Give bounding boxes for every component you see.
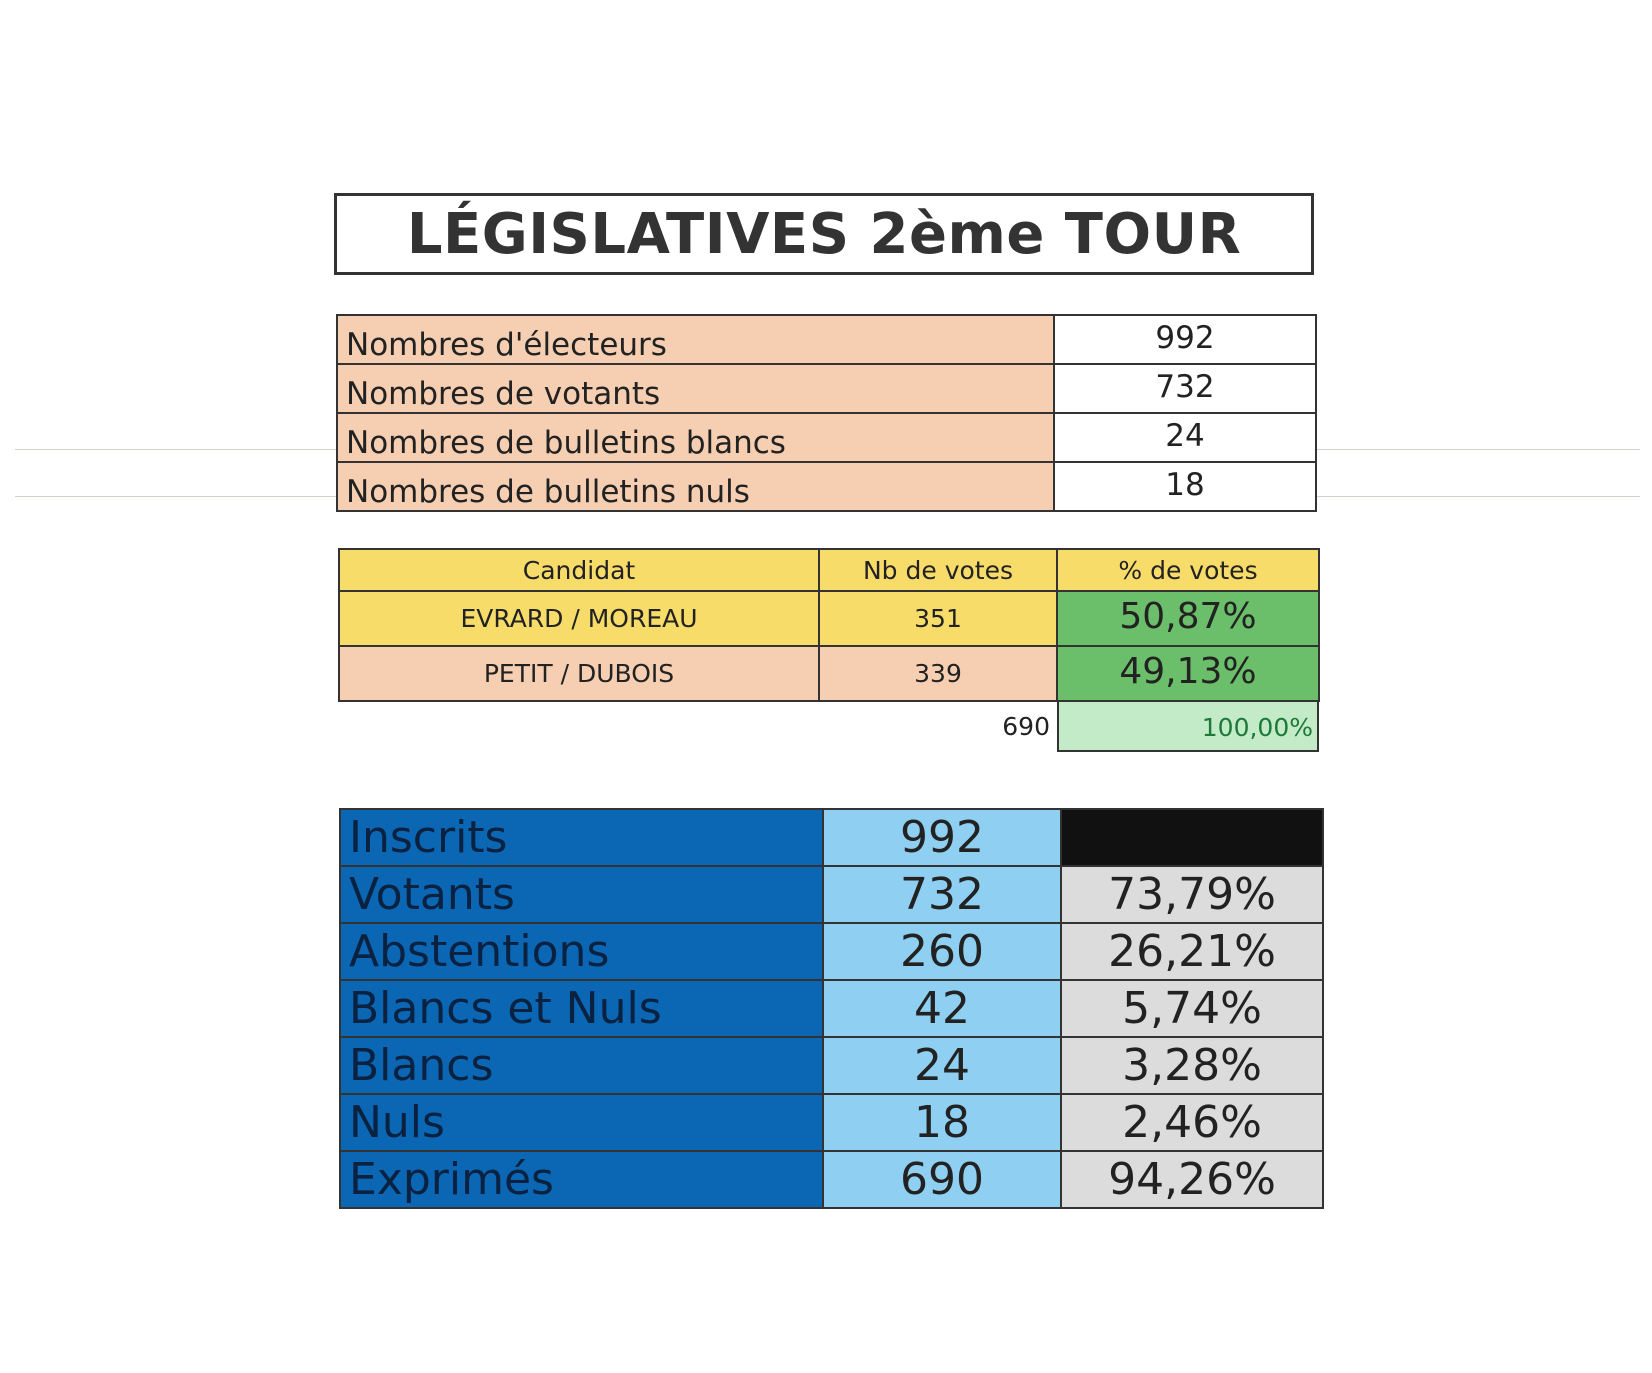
total-pct: 100,00% <box>1057 700 1319 752</box>
summary-label: Blancs et Nuls <box>340 980 823 1037</box>
summary-pct <box>1061 809 1323 866</box>
summary-value: 732 <box>823 866 1061 923</box>
summary-label: Votants <box>340 866 823 923</box>
summary-row <box>340 923 1323 980</box>
candidate-row <box>339 646 1319 701</box>
info-value: 24 <box>1054 413 1316 462</box>
summary-label: Blancs <box>340 1037 823 1094</box>
header-candidat: Candidat <box>339 549 819 591</box>
summary-pct: 73,79% <box>1061 866 1323 923</box>
summary-row <box>340 1094 1323 1151</box>
info-row <box>337 413 1316 462</box>
candidates-header-row <box>339 549 1319 591</box>
candidate-name: PETIT / DUBOIS <box>339 646 819 701</box>
candidate-pct: 50,87% <box>1057 591 1319 646</box>
header-votes: Nb de votes <box>819 549 1057 591</box>
info-value: 992 <box>1054 315 1316 364</box>
candidate-votes: 351 <box>819 591 1057 646</box>
info-row <box>337 462 1316 511</box>
total-votes: 690 <box>1002 712 1050 741</box>
header-pct: % de votes <box>1057 549 1319 591</box>
summary-table <box>339 808 1324 1209</box>
summary-label: Abstentions <box>340 923 823 980</box>
info-value: 18 <box>1054 462 1316 511</box>
candidate-votes: 339 <box>819 646 1057 701</box>
candidates-table <box>338 548 1320 702</box>
info-label: Nombres de bulletins nuls <box>337 462 1054 511</box>
info-label: Nombres d'électeurs <box>337 315 1054 364</box>
summary-label: Exprimés <box>340 1151 823 1208</box>
summary-label: Inscrits <box>340 809 823 866</box>
candidate-row <box>339 591 1319 646</box>
summary-row <box>340 980 1323 1037</box>
info-label: Nombres de bulletins blancs <box>337 413 1054 462</box>
summary-label: Nuls <box>340 1094 823 1151</box>
summary-value: 260 <box>823 923 1061 980</box>
summary-pct: 5,74% <box>1061 980 1323 1037</box>
summary-pct: 94,26% <box>1061 1151 1323 1208</box>
info-value: 732 <box>1054 364 1316 413</box>
summary-pct: 3,28% <box>1061 1037 1323 1094</box>
summary-row <box>340 1151 1323 1208</box>
info-label: Nombres de votants <box>337 364 1054 413</box>
summary-value: 24 <box>823 1037 1061 1094</box>
summary-value: 992 <box>823 809 1061 866</box>
summary-row <box>340 866 1323 923</box>
candidate-pct: 49,13% <box>1057 646 1319 701</box>
electors-info-table <box>336 314 1317 512</box>
info-row <box>337 364 1316 413</box>
summary-pct: 2,46% <box>1061 1094 1323 1151</box>
summary-value: 690 <box>823 1151 1061 1208</box>
info-row <box>337 315 1316 364</box>
page-title: LÉGISLATIVES 2ème TOUR <box>334 193 1314 275</box>
summary-value: 18 <box>823 1094 1061 1151</box>
summary-pct: 26,21% <box>1061 923 1323 980</box>
candidate-name: EVRARD / MOREAU <box>339 591 819 646</box>
summary-row <box>340 809 1323 866</box>
summary-value: 42 <box>823 980 1061 1037</box>
summary-row <box>340 1037 1323 1094</box>
